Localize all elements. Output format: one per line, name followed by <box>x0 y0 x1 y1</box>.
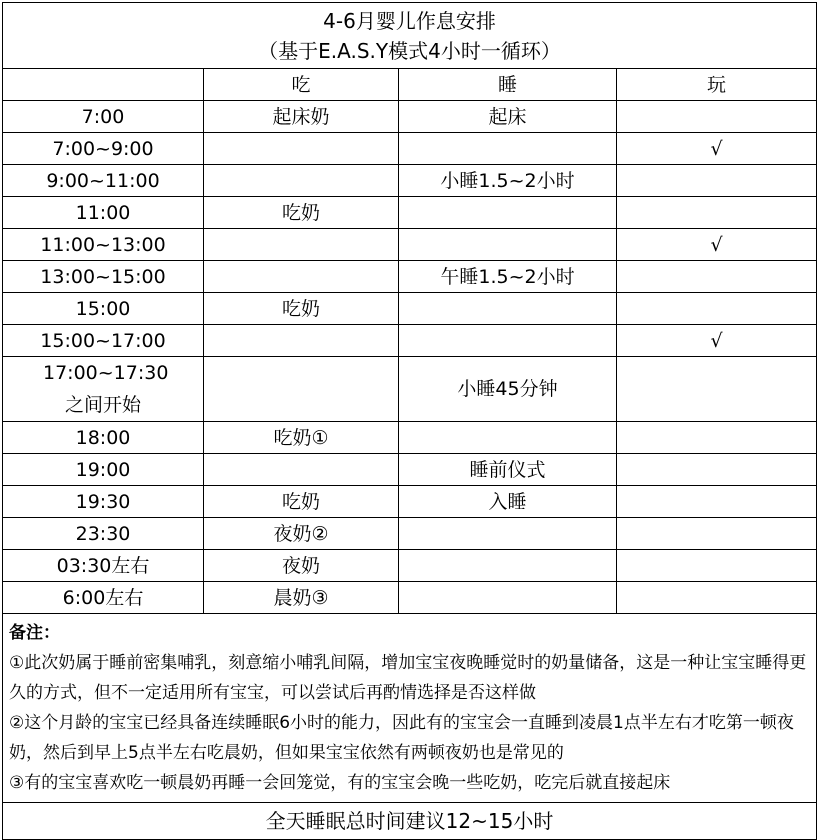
play-cell <box>617 518 817 550</box>
time-cell: 15:00~17:00 <box>3 325 204 357</box>
note-2: ②这个月龄的宝宝已经具备连续睡眠6小时的能力，因此有的宝宝会一直睡到凌晨1点半左右才吃第一顿夜奶，然后到早上5点半左右吃晨奶，但如果宝宝依然有两顿夜奶也是常见的 <box>9 713 794 763</box>
note-1: ①此次奶属于睡前密集哺乳，刻意缩小哺乳间隔，增加宝宝夜晚睡觉时的奶量储备，这是一种让宝宝睡得更久的方式，但不一定适用所有宝宝，可以尝试后再酌情选择是否这样做 <box>9 653 807 703</box>
header-eat: 吃 <box>204 69 399 101</box>
header-play: 玩 <box>617 69 817 101</box>
note-3: ③有的宝宝喜欢吃一顿晨奶再睡一会回笼觉，有的宝宝会晚一些吃奶，吃完后就直接起床 <box>9 773 671 793</box>
sleep-cell <box>399 229 617 261</box>
eat-cell: 晨奶③ <box>204 582 399 614</box>
table-row <box>3 582 817 614</box>
eat-cell <box>204 229 399 261</box>
time-cell: 03:30左右 <box>3 550 204 582</box>
eat-cell: 夜奶 <box>204 550 399 582</box>
eat-cell: 吃奶 <box>204 486 399 518</box>
time-cell: 23:30 <box>3 518 204 550</box>
play-cell <box>617 261 817 293</box>
time-cell: 11:00~13:00 <box>3 229 204 261</box>
sleep-cell <box>399 293 617 325</box>
sleep-cell: 入睡 <box>399 486 617 518</box>
play-cell <box>617 357 817 422</box>
time-cell: 17:00~17:30之间开始 <box>3 357 204 422</box>
time-cell: 13:00~15:00 <box>3 261 204 293</box>
play-cell <box>617 101 817 133</box>
schedule-table <box>2 2 817 840</box>
sleep-cell <box>399 133 617 165</box>
footer-summary: 全天睡眠总时间建议12~15小时 <box>3 803 817 840</box>
table-row <box>3 486 817 518</box>
sleep-cell: 睡前仪式 <box>399 454 617 486</box>
sleep-cell <box>399 550 617 582</box>
header-sleep: 睡 <box>399 69 617 101</box>
table-row <box>3 293 817 325</box>
eat-cell <box>204 325 399 357</box>
sleep-cell <box>399 325 617 357</box>
title-line-1: 4-6月婴儿作息安排 <box>323 8 496 33</box>
play-cell <box>617 197 817 229</box>
eat-cell: 吃奶 <box>204 197 399 229</box>
notes-cell <box>3 614 817 803</box>
time-cell: 6:00左右 <box>3 582 204 614</box>
table-row <box>3 325 817 357</box>
play-cell <box>617 486 817 518</box>
sleep-cell: 小睡1.5~2小时 <box>399 165 617 197</box>
table-row <box>3 261 817 293</box>
notes-row <box>3 614 817 803</box>
eat-cell <box>204 261 399 293</box>
time-cell: 19:30 <box>3 486 204 518</box>
sleep-cell <box>399 197 617 229</box>
time-cell: 18:00 <box>3 422 204 454</box>
sleep-cell <box>399 422 617 454</box>
header-row <box>3 69 817 101</box>
time-cell: 9:00~11:00 <box>3 165 204 197</box>
title-line-2: （基于E.A.S.Y模式4小时一循环） <box>258 38 561 63</box>
time-cell: 7:00 <box>3 101 204 133</box>
footer-row <box>3 803 817 840</box>
table-row <box>3 357 817 422</box>
play-cell <box>617 454 817 486</box>
notes-heading: 备注： <box>9 623 60 643</box>
play-cell <box>617 293 817 325</box>
play-cell: √ <box>617 229 817 261</box>
table-row <box>3 165 817 197</box>
table-row <box>3 229 817 261</box>
play-cell <box>617 550 817 582</box>
header-time <box>3 69 204 101</box>
table-row <box>3 101 817 133</box>
eat-cell <box>204 165 399 197</box>
eat-cell: 吃奶① <box>204 422 399 454</box>
table-row <box>3 550 817 582</box>
table-row <box>3 454 817 486</box>
table-row <box>3 518 817 550</box>
sleep-cell <box>399 582 617 614</box>
eat-cell <box>204 454 399 486</box>
eat-cell <box>204 133 399 165</box>
play-cell: √ <box>617 133 817 165</box>
sleep-cell: 午睡1.5~2小时 <box>399 261 617 293</box>
table-row <box>3 133 817 165</box>
time-cell: 11:00 <box>3 197 204 229</box>
table-title <box>3 3 817 69</box>
eat-cell: 夜奶② <box>204 518 399 550</box>
eat-cell: 吃奶 <box>204 293 399 325</box>
table-row <box>3 422 817 454</box>
table-row <box>3 197 817 229</box>
play-cell: √ <box>617 325 817 357</box>
play-cell <box>617 165 817 197</box>
play-cell <box>617 582 817 614</box>
time-cell: 15:00 <box>3 293 204 325</box>
sleep-cell: 起床 <box>399 101 617 133</box>
play-cell <box>617 422 817 454</box>
time-cell: 19:00 <box>3 454 204 486</box>
eat-cell <box>204 357 399 422</box>
title-row <box>3 3 817 69</box>
sleep-cell: 小睡45分钟 <box>399 357 617 422</box>
sleep-cell <box>399 518 617 550</box>
time-cell: 7:00~9:00 <box>3 133 204 165</box>
eat-cell: 起床奶 <box>204 101 399 133</box>
